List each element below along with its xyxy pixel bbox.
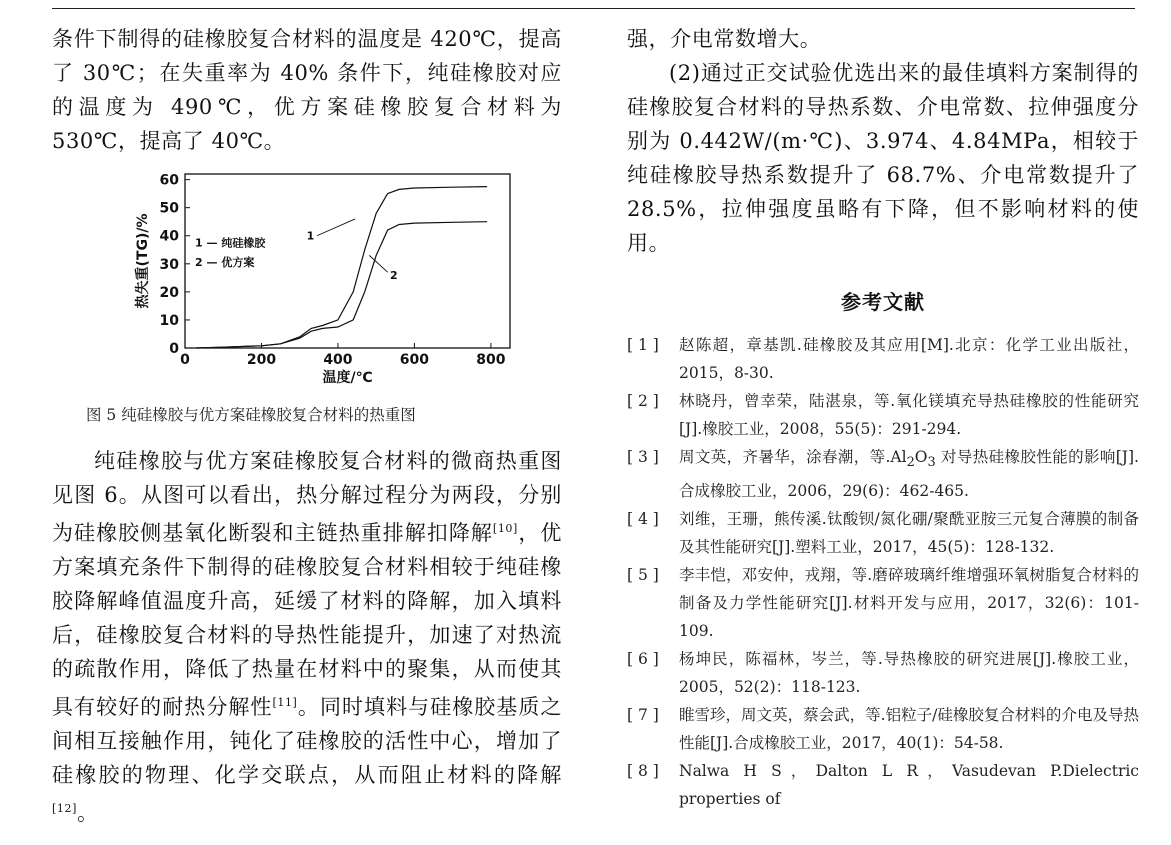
text-segment: 纯硅橡胶与优方案硅橡胶复合材料的微商热重图见图 6。从图可以看出，热分解过程分为两段，分别为硅橡胶侧基氧化断裂和主链热重排解扣降解 bbox=[52, 449, 562, 545]
paragraph-dtg-discussion bbox=[52, 444, 562, 830]
figure-caption: 图 5 纯硅橡胶与优方案硅橡胶复合材料的热重图 bbox=[86, 406, 416, 424]
reference-text: 睢雪珍，周文英，蔡会武，等.铝粒子/硅橡胶复合材料的介电及导热性能[J].合成橡胶工业，2017，40(1)：54-58. bbox=[679, 706, 1139, 753]
x-tick-label: 800 bbox=[476, 352, 506, 368]
text-segment: ，优方案填充条件下制得的硅橡胶复合材料相较于纯硅橡胶降解峰值温度升高，延缓了材料的降解，加入填料后，硅橡胶复合材料的导热性能提升，加速了对热流的疏散作用，降低了热量在材料中的聚集，从而使其具有较好的耐热分解性 bbox=[52, 521, 562, 719]
reference-item bbox=[627, 505, 1139, 561]
y-tick-label: 20 bbox=[159, 284, 179, 301]
reference-item bbox=[627, 645, 1139, 701]
subscript: 3 bbox=[927, 455, 936, 471]
reference-text: 赵陈超，章基凯.硅橡胶及其应用[M].北京：化学工业出版社，2015，8-30. bbox=[679, 336, 1139, 382]
x-tick-label: 200 bbox=[246, 352, 277, 368]
y-tick-label: 30 bbox=[159, 256, 179, 273]
reference-number: [ 5 ] bbox=[627, 566, 659, 585]
subscript: 2 bbox=[906, 455, 915, 471]
tg-chart bbox=[52, 166, 562, 394]
y-tick-label: 60 bbox=[159, 172, 179, 189]
reference-text bbox=[679, 443, 1139, 505]
paragraph-continuation: 强，介电常数增大。 bbox=[627, 27, 822, 51]
text-segment: 周文英，齐暑华，涂春潮，等.Al bbox=[679, 448, 907, 466]
reference-number: [ 1 ] bbox=[627, 336, 659, 354]
curve-1-leader bbox=[317, 219, 355, 236]
citation-12: [12] bbox=[52, 802, 77, 815]
reference-number: [ 8 ] bbox=[627, 762, 659, 781]
text-segment: 。同时填料与硅橡胶基质之间相互接触作用，钝化了硅橡胶的活性中心，增加了硅橡胶的物理、化学交联点，从而阻止材料的降解 bbox=[52, 695, 563, 787]
citation-10: [10] bbox=[492, 522, 518, 535]
x-axis-label: 温度/℃ bbox=[322, 370, 373, 386]
legend-entry-1: 1 — 纯硅橡胶 bbox=[195, 236, 266, 250]
reference-text: 李丰恺，邓安仲，戎翔，等.磨碎玻璃纤维增强环氧树脂复合材料的制备及力学性能研究[J].材料开发与应用，2017，32(6)：101-109. bbox=[679, 566, 1139, 641]
text-segment: 。 bbox=[76, 801, 99, 825]
references-title: 参考文献 bbox=[841, 290, 925, 314]
reference-number: [ 3 ] bbox=[627, 448, 659, 466]
reference-list bbox=[627, 331, 1139, 813]
right-column bbox=[627, 22, 1139, 813]
y-axis-label: 热失重(TG)/% bbox=[135, 213, 151, 309]
paragraph-conclusion-2: (2)通过正交试验优选出来的最佳填料方案制得的硅橡胶复合材料的导热系数、介电常数、拉伸强度分别为 0.442W/(m·℃)、3.974、4.84MPa，相较于纯硅橡胶导热系数提升了 68.7%、介电常数提升了 28.5%，拉伸强度虽略有下降，但不影响材料的使用。 bbox=[627, 61, 1139, 255]
top-rule bbox=[52, 8, 1135, 9]
reference-number: [ 4 ] bbox=[627, 510, 659, 529]
reference-text: 刘维，王珊，熊传溪.钛酸钡/氮化硼/聚酰亚胺三元复合薄膜的制备及其性能研究[J].塑料工业，2017，45(5)：128-132. bbox=[679, 510, 1139, 557]
reference-text: Nalwa H S，Dalton L R，Vasudevan P.Dielectric properties of bbox=[679, 762, 1139, 809]
y-tick-label: 40 bbox=[159, 228, 179, 245]
citation-11: [11] bbox=[272, 696, 298, 709]
x-tick-label: 0 bbox=[180, 352, 190, 368]
curve-label-2: 2 bbox=[389, 269, 398, 283]
reference-number: [ 2 ] bbox=[627, 392, 659, 410]
legend-entry-2: 2 — 优方案 bbox=[195, 256, 255, 269]
reference-item bbox=[627, 701, 1139, 757]
reference-text: 杨坤民，陈福林，岑兰，等.导热橡胶的研究进展[J].橡胶工业，2005，52(2)：118-123. bbox=[679, 650, 1139, 697]
left-column bbox=[52, 22, 562, 830]
reference-number: [ 6 ] bbox=[627, 650, 659, 669]
reference-text: 林晓丹，曾幸荣，陆湛泉，等.氧化镁填充导热硅橡胶的性能研究[J].橡胶工业，2008，55(5)：291-294. bbox=[679, 392, 1139, 438]
text-segment: O bbox=[914, 448, 928, 466]
text-segment: 对导热硅橡胶性能的影响[J].合成橡胶工业，2006，29(6)：462-465. bbox=[679, 448, 1139, 501]
reference-number: [ 7 ] bbox=[627, 706, 659, 725]
figure-5 bbox=[52, 166, 562, 394]
reference-item bbox=[627, 561, 1139, 645]
y-tick-label: 50 bbox=[159, 200, 179, 217]
curve-label-1: 1 bbox=[306, 229, 315, 243]
x-tick-label: 600 bbox=[399, 352, 430, 368]
reference-item bbox=[627, 757, 1139, 813]
y-tick-label: 0 bbox=[169, 341, 179, 357]
reference-item bbox=[627, 387, 1139, 443]
reference-item bbox=[627, 443, 1139, 505]
x-tick-label: 400 bbox=[323, 352, 353, 368]
paragraph-results-temperature: 条件下制得的硅橡胶复合材料的温度是 420℃，提高了 30℃；在失重率为 40% 条件下，纯硅橡胶对应的温度为 490℃，优方案硅橡胶复合材料为 530℃，提高了 40℃。 bbox=[52, 27, 562, 153]
reference-item bbox=[627, 331, 1139, 387]
y-tick-label: 10 bbox=[159, 312, 179, 329]
